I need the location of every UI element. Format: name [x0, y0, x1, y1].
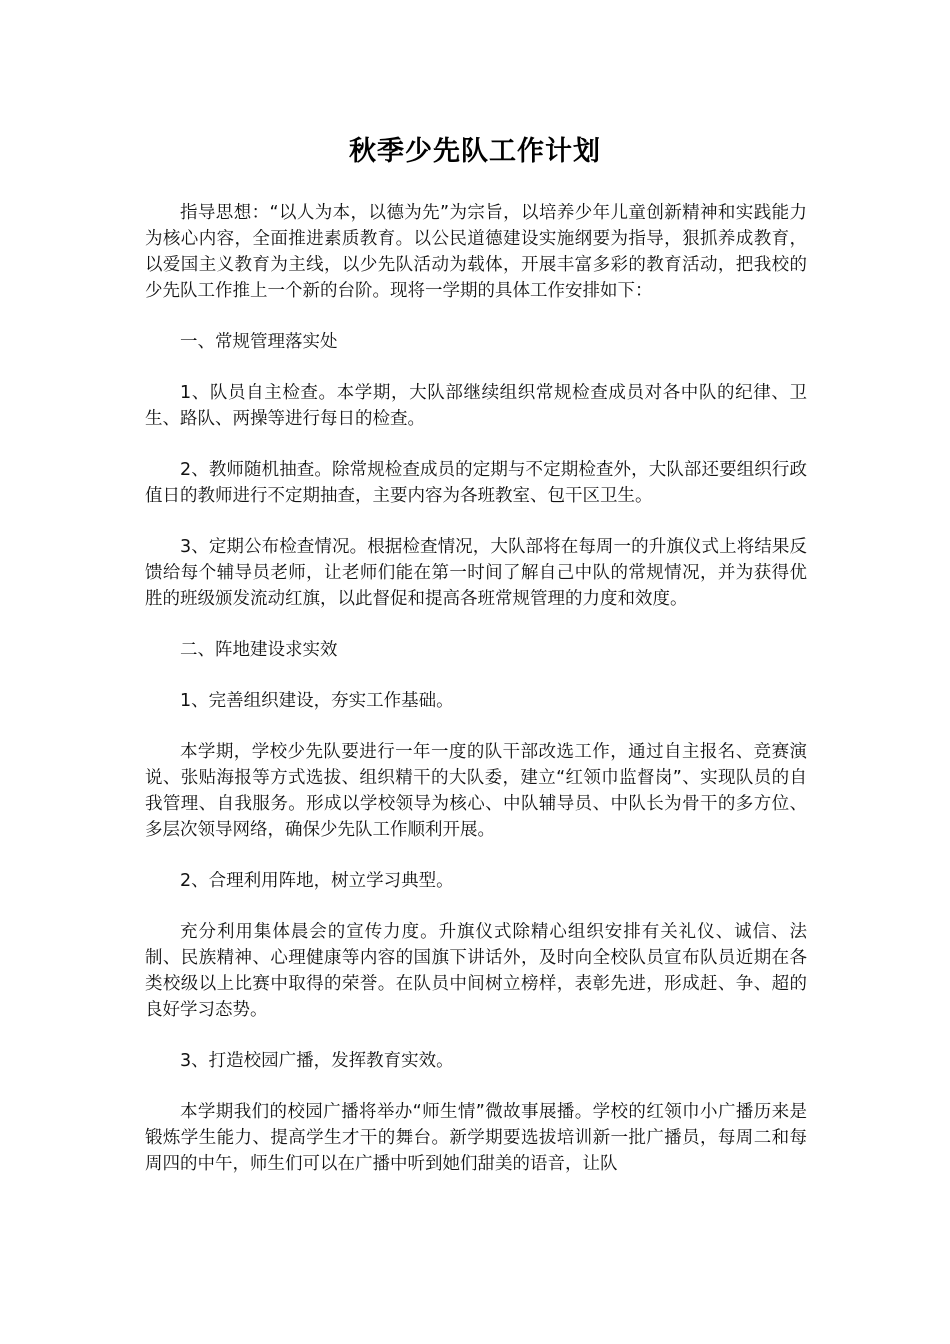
- paragraph-organization: 本学期，学校少先队要进行一年一度的队干部改选工作，通过自主报名、竞赛演说、张贴海报等方式选拔、组织精干的大队委，建立“红领巾监督岗”、实现队员的自我管理、自我服务。形成以学校领导为核心、中队辅导员、中队长为骨干的多方位、多层次领导网络，确保少先队工作顺利开展。: [145, 742, 807, 840]
- subheading-organization: 1、完善组织建设，夯实工作基础。: [180, 691, 454, 711]
- paragraph-publish-results: 3、定期公布检查情况。根据检查情况，大队部将在每周一的升旗仪式上将结果反馈给每个辅导员老师，让老师们能在第一时间了解自己中队的常规情况，并为获得优胜的班级颁发流动红旗，以此督促和提高各班常规管理的力度和效度。: [145, 537, 807, 609]
- paragraph-guiding-ideology: 指导思想：“以人为本，以德为先”为宗旨，以培养少年儿童创新精神和实践能力为核心内容，全面推进素质教育。以公民道德建设实施纲要为指导，狠抓养成教育，以爱国主义教育为主线，以少先队活动为载体，开展丰富多彩的教育活动，把我校的少先队工作推上一个新的台阶。现将一学期的具体工作安排如下：: [145, 203, 807, 301]
- paragraph-role-models: 充分利用集体晨会的宣传力度。升旗仪式除精心组织安排有关礼仪、诚信、法制、民族精神、心理健康等内容的国旗下讲话外，及时向全校队员宣布队员近期在各类校级以上比赛中取得的荣誉。在队员中间树立榜样，表彰先进，形成赶、争、超的良好学习态势。: [145, 922, 807, 1020]
- document-body: [145, 200, 807, 1177]
- document-title: 秋季少先队工作计划: [349, 136, 601, 167]
- paragraph-campus-broadcast: 本学期我们的校园广播将举办“师生情”微故事展播。学校的红领巾小广播历来是锻炼学生能力、提高学生才干的舞台。新学期要选拔培训新一批广播员，每周二和每周四的中午，师生们可以在广播中听到她们甜美的语音，让队: [145, 1102, 807, 1174]
- subheading-role-models: 2、合理利用阵地，树立学习典型。: [180, 871, 454, 891]
- heading-position-building: 二、阵地建设求实效: [180, 640, 338, 660]
- paragraph-self-inspection: 1、队员自主检查。本学期，大队部继续组织常规检查成员对各中队的纪律、卫生、路队、两操等进行每日的检查。: [145, 383, 807, 429]
- heading-routine-management: 一、常规管理落实处: [180, 332, 338, 352]
- subheading-campus-broadcast: 3、打造校园广播，发挥教育实效。: [180, 1051, 454, 1071]
- paragraph-teacher-spot-check: 2、教师随机抽查。除常规检查成员的定期与不定期检查外，大队部还要组织行政值日的教师进行不定期抽查，主要内容为各班教室、包干区卫生。: [145, 460, 807, 506]
